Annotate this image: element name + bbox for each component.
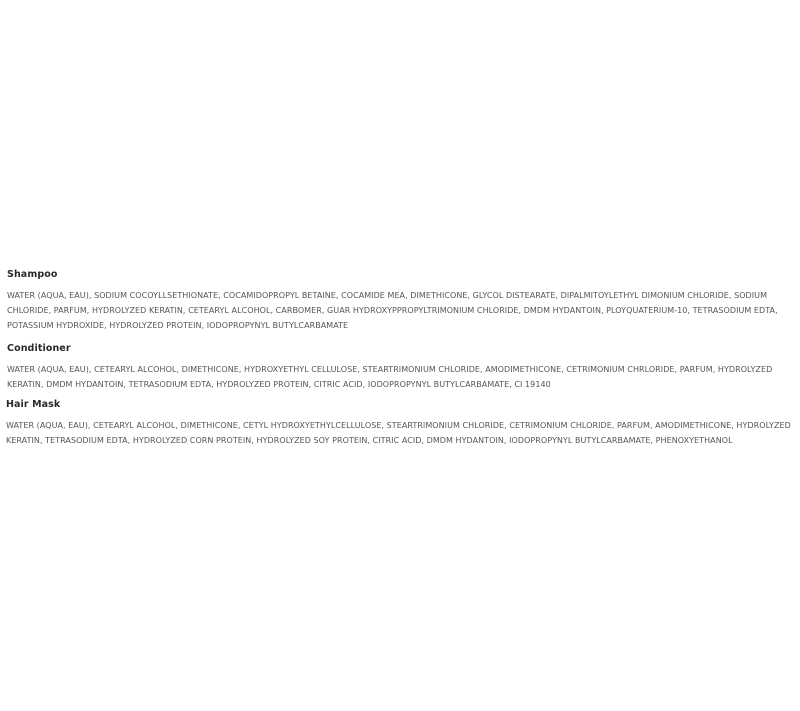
shampoo-ingredients: WATER (AQUA, EAU), SODIUM COCOYLLSETHIONATE, COCAMIDOPROPYL BETAINE, COCAMIDE MEA, DIMETHICONE, GLYCOL DISTEARATE, DIPALMITOYLETHYL DIMONIUM CHLORIDE, SODIUM CHLORIDE, PARFUM, HYDROLYZED KERATIN, CETEARYL ALCOHOL, CARBOMER, GUAR HYDROXYPPROPYLTRIMONIUM CHLORIDE, DMDM HYDANTOIN, PLOYQUATERIUM-10, TETRASODIUM EDTA, POTASSIUM HYDROXIDE, HYDROLYZED PROTEIN, IODOPROPYNYL BUTYLCARBAMATE: [7, 291, 778, 330]
conditioner-heading: Conditioner: [7, 343, 71, 354]
hair-mask-section: [6, 399, 795, 448]
hair-mask-ingredients: WATER (AQUA, EAU), CETEARYL ALCOHOL, DIMETHICONE, CETYL HYDROXYETHYLCELLULOSE, STEARTRIMONIUM CHLORIDE, CETRIMONIUM CHLORIDE, PARFUM, AMODIMETHICONE, HYDROLYZED KERATIN, TETRASODIUM EDTA, HYDROLYZED CORN PROTEIN, HYDROLYZED SOY PROTEIN, CITRIC ACID, DMDM HYDANTOIN, IODOPROPYNYL BUTYLCARBAMATE, PHENOXYETHANOL: [6, 421, 791, 445]
shampoo-section: [7, 269, 795, 333]
hair-mask-heading: Hair Mask: [6, 399, 61, 410]
conditioner-ingredients: WATER (AQUA, EAU), CETEARYL ALCOHOL, DIMETHICONE, HYDROXYETHYL CELLULOSE, STEARTRIMONIUM CHLORIDE, AMODIMETHICONE, CETRIMONIUM CHRLORIDE, PARFUM, HYDROLYZED KERATIN, DMDM HYDANTOIN, TETRASODIUM EDTA, HYDROLYZED PROTEIN, CITRIC ACID, IODOPROPYNYL BUTYLCARBAMATE, CI 19140: [7, 365, 773, 389]
conditioner-section: [7, 343, 795, 392]
shampoo-heading: Shampoo: [7, 269, 58, 280]
